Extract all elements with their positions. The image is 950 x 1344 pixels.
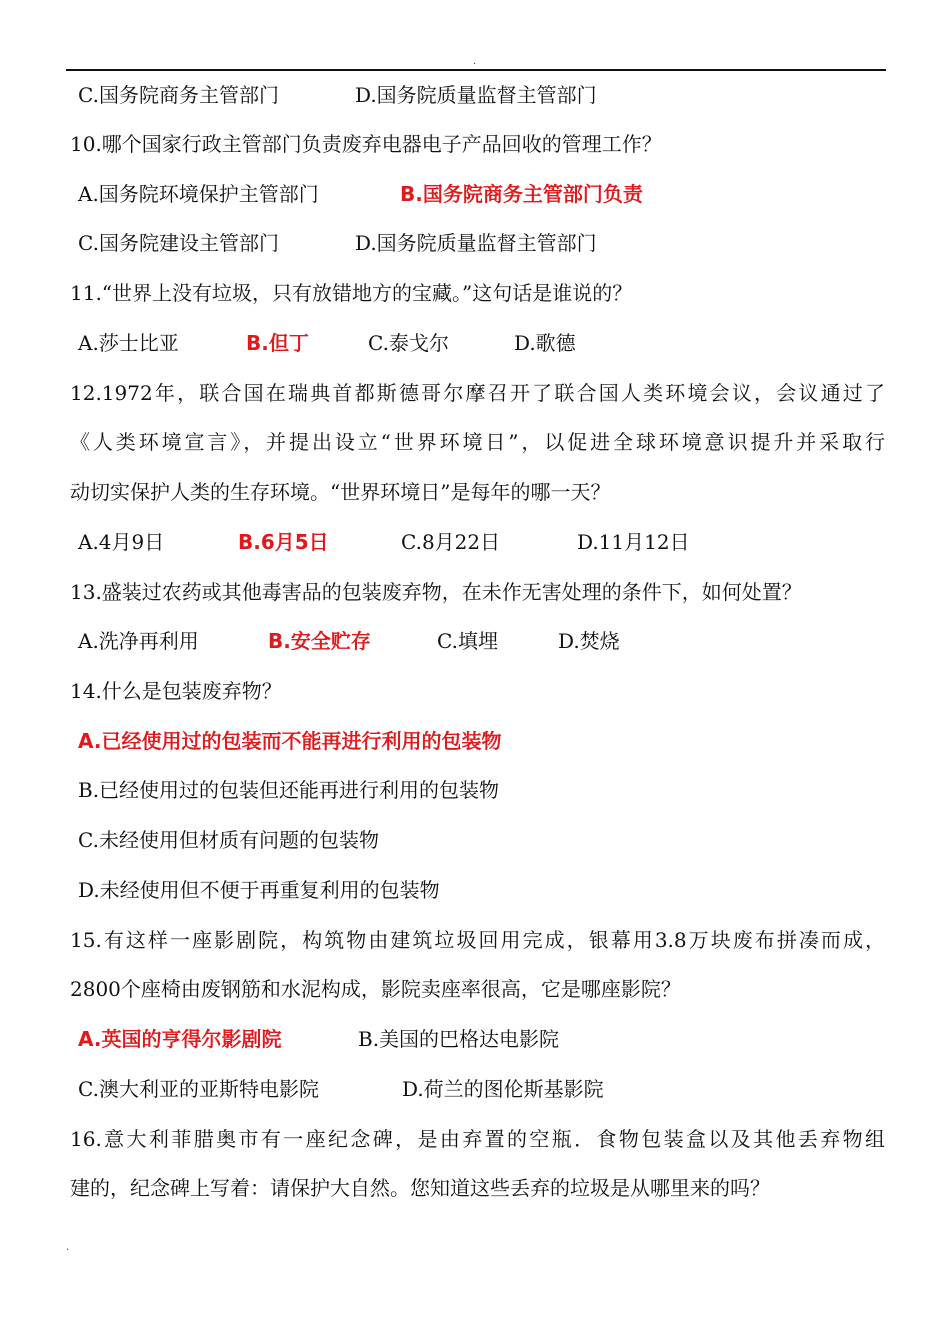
option-c: C.澳大利亚的亚斯特电影院 [78, 1077, 319, 1101]
option-c: C.国务院商务主管部门 [78, 83, 279, 107]
option-a: A.国务院环境保护主管部门 [78, 182, 319, 206]
option-c: C.国务院建设主管部门 [78, 231, 279, 255]
options-row [70, 330, 576, 356]
option-d: D.11月12日 [577, 530, 690, 554]
question-16-cont: 建的，纪念碑上写着：请保护大自然。您知道这些丢弃的垃圾是从哪里来的吗？ [70, 1176, 770, 1200]
option-c: C.泰戈尔 [368, 331, 449, 355]
options-row [70, 827, 379, 853]
option-b: B.已经使用过的包装但还能再进行利用的包装物 [78, 778, 500, 802]
question-12-cont: 《人类环境宣言》，并提出设立“世界环境日”，以促进全球环境意识提升并采取行 [70, 430, 885, 454]
header-dot: . [473, 56, 477, 67]
option-c: C.未经使用但材质有问题的包装物 [78, 828, 379, 852]
option-a: A.洗净再利用 [78, 629, 199, 653]
question-14: 14.什么是包装废弃物？ [70, 679, 282, 703]
question-11: 11.“世界上没有垃圾，只有放错地方的宝藏。”这句话是谁说的？ [70, 281, 633, 305]
question-12-cont: 动切实保护人类的生存环境。“世界环境日”是每年的哪一天？ [70, 480, 611, 504]
options-row [70, 1076, 604, 1102]
options-row [70, 82, 597, 108]
question-15-cont: 2800个座椅由废钢筋和水泥构成，影院卖座率很高，它是哪座影院？ [70, 977, 681, 1001]
question-10: 10.哪个国家行政主管部门负责废弃电器电子产品回收的管理工作？ [70, 132, 662, 156]
option-d: D.未经使用但不便于再重复利用的包装物 [78, 878, 440, 902]
answer-option-b: B.6月5日 [238, 530, 329, 554]
option-b: B.美国的巴格达电影院 [358, 1027, 560, 1051]
question-15: 15.有这样一座影剧院，构筑物由建筑垃圾回用完成，银幕用3.8万块废布拼凑而成， [70, 928, 885, 952]
options-row [70, 877, 440, 903]
option-d: D.荷兰的图伦斯基影院 [402, 1077, 604, 1101]
option-d: D.焚烧 [558, 629, 620, 653]
question-13: 13.盛装过农药或其他毒害品的包装废弃物，在未作无害处理的条件下，如何处置？ [70, 580, 802, 604]
question-12: 12.1972年，联合国在瑞典首都斯德哥尔摩召开了联合国人类环境会议，会议通过了 [70, 381, 885, 405]
option-d: D.国务院质量监督主管部门 [355, 231, 597, 255]
answer-option-b: B.国务院商务主管部门负责 [400, 182, 643, 206]
answer-option-a: A.英国的亨得尔影剧院 [78, 1027, 282, 1051]
options-row [70, 777, 499, 803]
options-row [70, 628, 620, 654]
options-row [70, 1026, 560, 1052]
question-16: 16.意大利菲腊奥市有一座纪念碑，是由弃置的空瓶．食物包装盒以及其他丢弃物组 [70, 1127, 885, 1151]
answer-option-b: B.但丁 [246, 331, 309, 355]
option-d: D.歌德 [514, 331, 576, 355]
option-a: A.4月9日 [78, 530, 165, 554]
footer-dot: . [66, 1242, 70, 1253]
option-c: C.填埋 [437, 629, 498, 653]
option-d: D.国务院质量监督主管部门 [355, 83, 597, 107]
options-row [70, 728, 501, 754]
options-row [70, 529, 690, 555]
answer-option-a: A.已经使用过的包装而不能再进行利用的包装物 [78, 729, 502, 753]
answer-option-b: B.安全贮存 [268, 629, 371, 653]
options-row [70, 230, 597, 256]
option-c: C.8月22日 [401, 530, 501, 554]
header-rule [66, 69, 886, 71]
options-row [70, 181, 643, 207]
option-a: A.莎士比亚 [78, 331, 179, 355]
